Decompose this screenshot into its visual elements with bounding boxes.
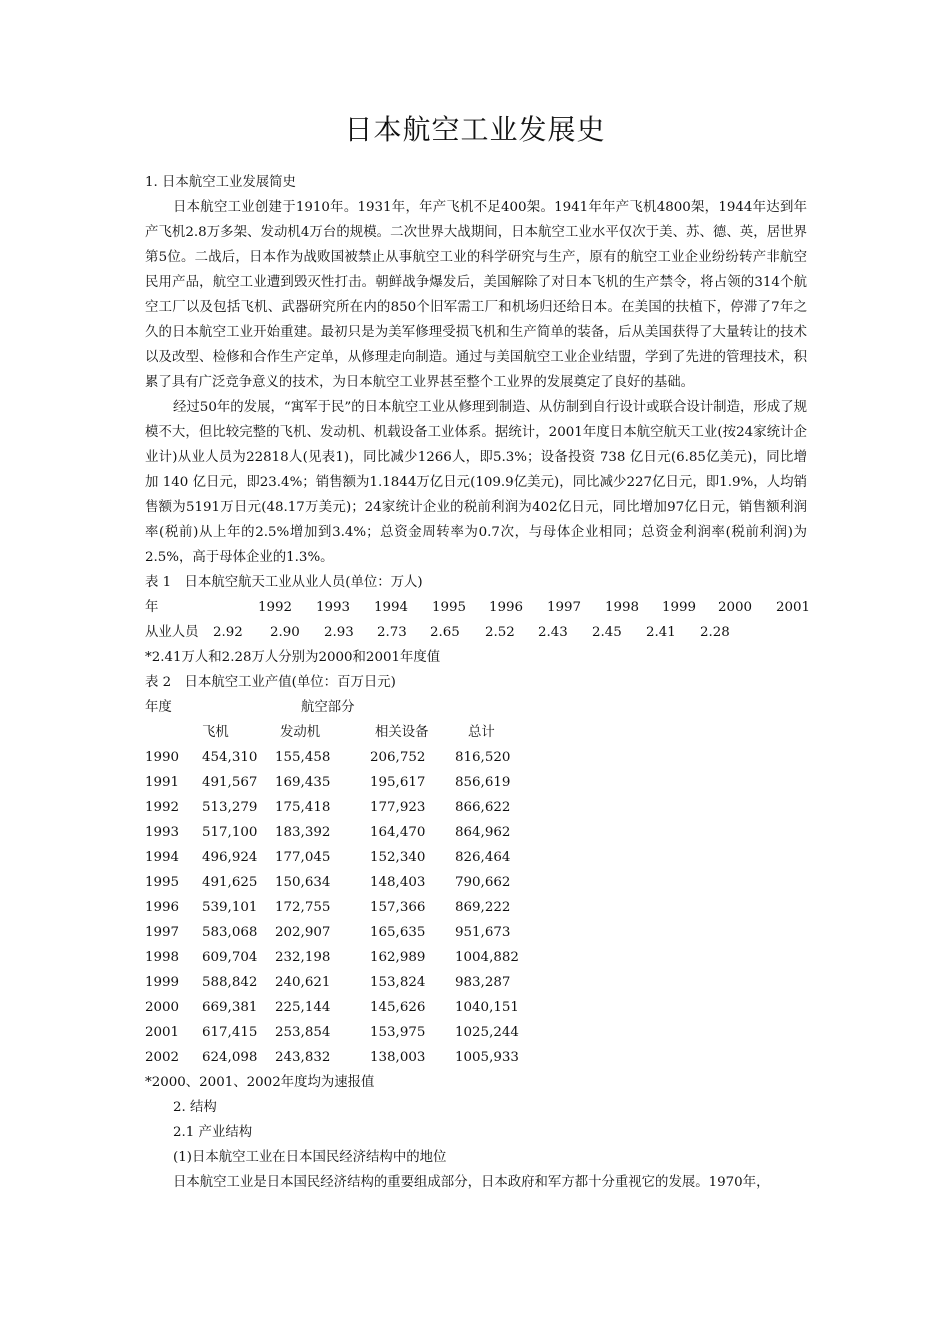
table2-caption: 表 2 日本航空工业产值(单位：百万日元) [145, 675, 396, 690]
section-heading-1: 1. 日本航空工业发展简史 [145, 175, 296, 190]
table1-year: 1993 [316, 600, 351, 615]
table1-note: *2.41万人和2.28万人分别为2000和2001年度值 [145, 650, 441, 665]
table2-year-cell: 1994 [145, 850, 180, 865]
table2-year-cell: 1995 [145, 875, 180, 890]
table2-value-cell: 790,662 [455, 875, 511, 890]
table-row [145, 870, 807, 895]
table2-value-cell: 1025,244 [455, 1025, 519, 1040]
table1-row-label: 从业人员 [145, 625, 199, 640]
table-row [145, 1045, 807, 1070]
table2-value-cell: 177,923 [370, 800, 426, 815]
table2-value-cell: 138,003 [370, 1050, 426, 1065]
table1-value: 2.65 [430, 625, 460, 640]
table2-value-cell: 624,098 [202, 1050, 258, 1065]
table2-value-cell: 243,832 [275, 1050, 331, 1065]
table2-value-cell: 454,310 [202, 750, 258, 765]
table1-year: 1997 [547, 600, 582, 615]
table2-value-cell: 153,975 [370, 1025, 426, 1040]
table2-value-cell: 157,366 [370, 900, 426, 915]
table1-year: 1999 [662, 600, 697, 615]
paragraph-development: 经过50年的发展，“寓军于民”的日本航空工业从修理到制造、从仿制到自行设计或联合设计制造，形成了规模不大，但比较完整的飞机、发动机、机载设备工业体系。据统计，2001年度日本航空航天工业(按24家统计企业计)从业人员为22818人(见表1)，同比减少1266人，即5.3%；设备投资 738 亿日元(6.85亿美元)，同比增加 140 亿日元，即23.4%；销售额为1.1844万亿日元(109.9亿美元)，同比减少227亿日元，即1.9%，人均销售额为5191万日元(48.17万美元)；24家统计企业的税前利润为402亿日元，同比增加97亿日元，销售额利润率(税前)从上年的2.5%增加到3.4%；总资金周转率为0.7次，与母体企业相同；总资金利润率(税前利润)为2.5%，高于母体企业的1.3%。 [145, 400, 807, 565]
table1-value-row [145, 620, 807, 645]
table1-year: 1994 [374, 600, 409, 615]
table2-value-cell: 491,567 [202, 775, 258, 790]
table-row [145, 970, 807, 995]
table2-year-cell: 1992 [145, 800, 180, 815]
table-row [145, 795, 807, 820]
table2-year-cell: 1996 [145, 900, 180, 915]
table2-value-cell: 150,634 [275, 875, 331, 890]
table1-value: 2.90 [270, 625, 300, 640]
table2-body [145, 745, 807, 1070]
table2-year-cell: 1991 [145, 775, 180, 790]
table2-value-cell: 153,824 [370, 975, 426, 990]
table2-value-cell: 1005,933 [455, 1050, 519, 1065]
table2-value-cell: 491,625 [202, 875, 258, 890]
table1-value: 2.73 [377, 625, 407, 640]
table-row [145, 995, 807, 1020]
table2-value-cell: 869,222 [455, 900, 511, 915]
table2-column-header: 发动机 [280, 725, 321, 740]
table1-year: 2000 [718, 600, 753, 615]
table2-value-cell: 513,279 [202, 800, 258, 815]
table2-group-row [145, 695, 807, 720]
table2-value-cell: 864,962 [455, 825, 511, 840]
table1-caption: 表 1 日本航空航天工业从业人员(单位：万人) [145, 575, 423, 590]
table2-year-cell: 2000 [145, 1000, 180, 1015]
table2-value-cell: 496,924 [202, 850, 258, 865]
table2-value-cell: 206,752 [370, 750, 426, 765]
table1-year-row [145, 595, 811, 620]
table1-value: 2.52 [485, 625, 515, 640]
table-row [145, 820, 807, 845]
table-row [145, 895, 807, 920]
table-row [145, 745, 807, 770]
table2-value-cell: 169,435 [275, 775, 331, 790]
table2-value-cell: 669,381 [202, 1000, 258, 1015]
table2-note: *2000、2001、2002年度均为速报值 [145, 1075, 375, 1090]
table2-value-cell: 145,626 [370, 1000, 426, 1015]
table2-value-cell: 609,704 [202, 950, 258, 965]
table2-value-cell: 983,287 [455, 975, 511, 990]
table2-year-label: 年度 [145, 700, 172, 715]
table1-year: 1995 [432, 600, 467, 615]
table2-value-cell: 588,842 [202, 975, 258, 990]
subsection-heading: 2.1 产业结构 [173, 1125, 253, 1140]
paragraph-history: 日本航空工业创建于1910年。1931年，年产飞机不足400架。1941年年产飞机4800架，1944年达到年产飞机2.8万多架、发动机4万台的规模。二次世界大战期间，日本航空工业水平仅次于美、苏、德、英，居世界第5位。二战后，日本作为战败国被禁止从事航空工业的科学研究与生产，原有的航空工业企业纷纷转产非航空民用产品，航空工业遭到毁灭性打击。朝鲜战争爆发后，美国解除了对日本飞机的生产禁令，将占领的314个航空工厂以及包括飞机、武器研究所在内的850个旧军需工厂和机场归还给日本。在美国的扶植下，停滞了7年之久的日本航空工业开始重建。最初只是为美军修理受损飞机和生产简单的装备，后从美国获得了大量转让的技术以及改型、检修和合作生产定单，从修理走向制造。通过与美国航空工业企业结盟，学到了先进的管理技术，积累了具有广泛竞争意义的技术，为日本航空工业界甚至整个工业界的发展奠定了良好的基础。 [145, 200, 807, 390]
subsection-item: (1)日本航空工业在日本国民经济结构中的地位 [173, 1150, 447, 1165]
table2-value-cell: 155,458 [275, 750, 331, 765]
table2-year-cell: 1993 [145, 825, 180, 840]
document-body [145, 170, 811, 1195]
table1-value: 2.92 [213, 625, 243, 640]
table2-value-cell: 202,907 [275, 925, 331, 940]
table2-value-cell: 225,144 [275, 1000, 331, 1015]
table2-value-cell: 172,755 [275, 900, 331, 915]
table2-value-cell: 177,045 [275, 850, 331, 865]
paragraph-structure: 日本航空工业是日本国民经济结构的重要组成部分，日本政府和军方都十分重视它的发展。1970年， [173, 1175, 770, 1190]
table2-value-cell: 183,392 [275, 825, 331, 840]
table-row [145, 945, 807, 970]
table2-value-cell: 617,415 [202, 1025, 258, 1040]
table-row [145, 920, 807, 945]
table2-value-cell: 253,854 [275, 1025, 331, 1040]
table1-year-label: 年 [145, 600, 159, 615]
table2-value-cell: 162,989 [370, 950, 426, 965]
table1-year: 2001 [776, 600, 811, 615]
table2-value-cell: 816,520 [455, 750, 511, 765]
table2-value-cell: 583,068 [202, 925, 258, 940]
page-title: 日本航空工业发展史 [344, 113, 606, 146]
table2-value-cell: 856,619 [455, 775, 511, 790]
table-row [145, 1020, 807, 1045]
table1-year: 1998 [605, 600, 640, 615]
table2-value-cell: 175,418 [275, 800, 331, 815]
table2-year-cell: 1990 [145, 750, 180, 765]
table1-year: 1996 [489, 600, 524, 615]
table2-value-cell: 148,403 [370, 875, 426, 890]
table1-value: 2.45 [592, 625, 622, 640]
table2-value-cell: 165,635 [370, 925, 426, 940]
table2-value-cell: 866,622 [455, 800, 511, 815]
table2-value-cell: 152,340 [370, 850, 426, 865]
table-row [145, 845, 807, 870]
table2-year-cell: 1998 [145, 950, 180, 965]
table1-year: 1992 [258, 600, 293, 615]
table2-column-header: 飞机 [202, 725, 229, 740]
table2-value-cell: 517,100 [202, 825, 258, 840]
table1-value: 2.93 [324, 625, 354, 640]
table2-year-cell: 1997 [145, 925, 180, 940]
table2-value-cell: 1040,151 [455, 1000, 519, 1015]
table2-value-cell: 232,198 [275, 950, 331, 965]
table2-value-cell: 539,101 [202, 900, 258, 915]
table-row [145, 770, 807, 795]
table2-value-cell: 195,617 [370, 775, 426, 790]
table2-value-cell: 951,673 [455, 925, 511, 940]
table2-column-header: 总计 [468, 725, 495, 740]
table2-value-cell: 164,470 [370, 825, 426, 840]
table1-value: 2.41 [646, 625, 676, 640]
table1-value: 2.43 [538, 625, 568, 640]
table2-value-cell: 240,621 [275, 975, 331, 990]
table2-year-cell: 1999 [145, 975, 180, 990]
table2-value-cell: 826,464 [455, 850, 511, 865]
table2-value-cell: 1004,882 [455, 950, 519, 965]
table2-column-header: 相关设备 [375, 725, 429, 740]
table2-header-row [145, 720, 807, 745]
table2-group-label: 航空部分 [301, 700, 355, 715]
table2-year-cell: 2002 [145, 1050, 180, 1065]
section-heading-2: 2. 结构 [173, 1100, 217, 1115]
table2-year-cell: 2001 [145, 1025, 180, 1040]
table1-value: 2.28 [700, 625, 730, 640]
